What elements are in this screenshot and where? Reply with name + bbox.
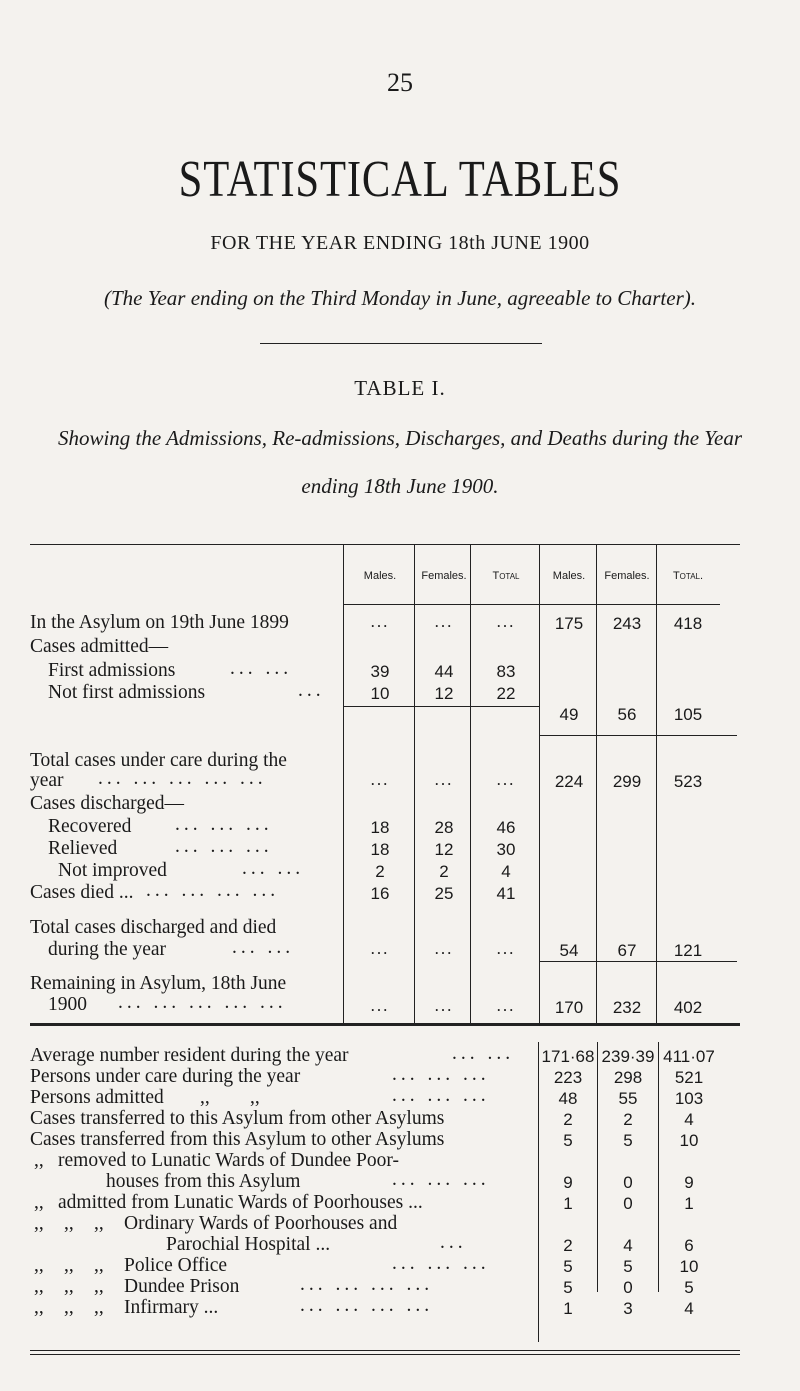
- row-label: Remaining in Asylum, 18th June: [30, 973, 287, 994]
- ditto-mark: ,,: [34, 1150, 44, 1171]
- cell: 25: [434, 884, 454, 903]
- row-label: Cases transferred to this Asylum from other Asylums: [30, 1108, 445, 1129]
- cell: 121: [673, 941, 703, 960]
- cell: 418: [673, 614, 703, 633]
- cell: 16: [370, 884, 390, 903]
- dot-leader: ...: [440, 1232, 467, 1253]
- row-label: Parochial Hospital ...: [166, 1234, 331, 1255]
- ditto-mark: ,,: [34, 1297, 44, 1318]
- cell: 170: [554, 998, 584, 1017]
- ditto-mark: ,,: [94, 1297, 104, 1318]
- cell: 2: [375, 862, 385, 881]
- ditto-mark: ,,: [34, 1255, 44, 1276]
- cell: 2: [563, 1110, 573, 1129]
- page-title: STATISTICAL TABLES: [178, 151, 622, 208]
- dot-leader: ... ... ... ... ...: [98, 768, 267, 789]
- cell: 56: [617, 705, 637, 724]
- row-label: Total cases discharged and died: [30, 917, 277, 938]
- ditto-mark: ,,: [64, 1213, 74, 1234]
- cell: 9: [684, 1173, 694, 1192]
- col-header-females: Females.: [421, 570, 467, 582]
- dot-leader: ... ... ... ...: [146, 880, 280, 901]
- cell: 521: [674, 1068, 704, 1087]
- cell: 5: [563, 1278, 573, 1297]
- cell: 9: [563, 1173, 573, 1192]
- ditto-mark: ,,: [64, 1276, 74, 1297]
- cell: 67: [617, 941, 637, 960]
- cell: ...: [496, 770, 516, 789]
- cell: 0: [623, 1278, 633, 1297]
- cell: 2: [623, 1110, 633, 1129]
- cell: 12: [434, 840, 454, 859]
- cell: 4: [623, 1236, 633, 1255]
- dot-leader: ... ... ...: [392, 1169, 490, 1190]
- row-label: Recovered: [48, 816, 132, 837]
- ditto-mark: ,,: [94, 1213, 104, 1234]
- col-header-females: Females.: [604, 570, 650, 582]
- cell: 298: [613, 1068, 643, 1087]
- cell: 5: [563, 1257, 573, 1276]
- row-label: admitted from Lunatic Wards of Poorhouses ...: [58, 1192, 423, 1213]
- ditto-mark: ,,: [34, 1192, 44, 1213]
- col-header-total: Total: [492, 570, 520, 582]
- dot-leader: ... ... ... ...: [300, 1274, 434, 1295]
- ditto-mark: ,,: [250, 1087, 260, 1108]
- cell: 44: [434, 662, 454, 681]
- cell: 175: [554, 614, 584, 633]
- cell: ...: [434, 939, 454, 958]
- table-description-line2: ending 18th June 1900.: [301, 474, 499, 498]
- cell: 239·39: [601, 1047, 655, 1066]
- dot-leader: ... ...: [230, 658, 293, 679]
- header-rule: [343, 604, 540, 605]
- divider: [260, 343, 542, 344]
- subtotal-rule: [343, 706, 540, 707]
- row-label: 1900: [48, 994, 87, 1015]
- charter-note: (The Year ending on the Third Monday in June, agreeable to Charter).: [103, 286, 697, 310]
- cell: 46: [496, 818, 516, 837]
- cell: 0: [623, 1173, 633, 1192]
- row-label: Police Office: [124, 1255, 228, 1276]
- ditto-mark: ,,: [34, 1213, 44, 1234]
- ditto-mark: ,,: [64, 1297, 74, 1318]
- cell: 5: [623, 1131, 633, 1150]
- row-label: houses from this Asylum: [106, 1171, 301, 1192]
- subtotal-rule: [539, 735, 737, 736]
- cell: 0: [623, 1194, 633, 1213]
- cell: 4: [684, 1110, 694, 1129]
- cell: 1: [563, 1194, 573, 1213]
- cell: ...: [370, 939, 390, 958]
- row-label: Cases transferred from this Asylum to other Asylums: [30, 1129, 445, 1150]
- table-bottom-rule: [30, 1354, 740, 1355]
- cell: ...: [434, 770, 454, 789]
- cell: 18: [370, 840, 390, 859]
- cell: 54: [559, 941, 579, 960]
- cell: 48: [558, 1089, 578, 1108]
- col-header-males: Males.: [552, 570, 586, 582]
- cell: 10: [679, 1257, 699, 1276]
- cell: 1: [563, 1299, 573, 1318]
- cell: 299: [612, 772, 642, 791]
- cell: 1: [684, 1194, 694, 1213]
- row-label: Average number resident during the year: [30, 1045, 349, 1066]
- row-label: Cases died ...: [30, 882, 134, 903]
- cell: ...: [370, 996, 390, 1015]
- table-top-rule: [30, 544, 740, 545]
- row-label: Cases admitted—: [30, 636, 169, 657]
- cell: 103: [674, 1089, 704, 1108]
- table-heading: TABLE I.: [354, 376, 446, 400]
- table-bottom-rule: [30, 1023, 740, 1026]
- cell: 523: [673, 772, 703, 791]
- cell: 10: [370, 684, 390, 703]
- cell: ...: [434, 996, 454, 1015]
- cell: 411·07: [663, 1047, 715, 1066]
- cell: ...: [496, 939, 516, 958]
- cell: 2: [563, 1236, 573, 1255]
- row-label: Ordinary Wards of Poorhouses and: [124, 1213, 398, 1234]
- cell: 12: [434, 684, 454, 703]
- cell: 232: [612, 998, 642, 1017]
- ditto-mark: ,,: [94, 1255, 104, 1276]
- row-label: Relieved: [48, 838, 118, 859]
- row-label: First admissions: [48, 660, 176, 681]
- dot-leader: ... ... ... ... ...: [118, 992, 287, 1013]
- header-rule: [539, 604, 720, 605]
- cell: 402: [673, 998, 703, 1017]
- cell: ...: [370, 612, 390, 631]
- dot-leader: ... ...: [242, 858, 305, 879]
- row-label: Persons under care during the year: [30, 1066, 301, 1087]
- ditto-mark: ,,: [94, 1276, 104, 1297]
- dot-leader: ...: [298, 680, 325, 701]
- page-subtitle: FOR THE YEAR ENDING 18th JUNE 1900: [210, 232, 590, 254]
- dot-leader: ... ... ...: [392, 1085, 490, 1106]
- table-bottom-rule: [30, 1350, 740, 1351]
- cell: ...: [496, 996, 516, 1015]
- cell: 171·68: [541, 1047, 595, 1066]
- cell: 5: [563, 1131, 573, 1150]
- cell: 105: [673, 705, 703, 724]
- dot-leader: ... ... ...: [175, 836, 273, 857]
- cell: 30: [496, 840, 516, 859]
- row-label: In the Asylum on 19th June 1899: [30, 612, 289, 633]
- cell: 5: [623, 1257, 633, 1276]
- cell: 223: [553, 1068, 583, 1087]
- ditto-mark: ,,: [200, 1087, 210, 1108]
- dot-leader: ... ...: [232, 937, 295, 958]
- cell: 5: [684, 1278, 694, 1297]
- cell: 243: [612, 614, 642, 633]
- row-label: Total cases under care during the: [30, 750, 287, 771]
- row-label: Not improved: [58, 860, 167, 881]
- cell: 4: [501, 862, 511, 881]
- dot-leader: ... ... ...: [392, 1064, 490, 1085]
- cell: 41: [496, 884, 516, 903]
- cell: 6: [684, 1236, 694, 1255]
- cell: 22: [496, 684, 516, 703]
- row-label: Persons admitted: [30, 1087, 164, 1108]
- row-label: during the year: [48, 939, 167, 960]
- cell: 28: [434, 818, 454, 837]
- row-label: Not first admissions: [48, 682, 206, 703]
- row-label: Cases discharged—: [30, 793, 184, 814]
- dot-leader: ... ... ... ...: [300, 1295, 434, 1316]
- col-header-males: Males.: [363, 570, 397, 582]
- cell: ...: [434, 612, 454, 631]
- page-number: 25: [387, 68, 413, 97]
- cell: 4: [684, 1299, 694, 1318]
- dot-leader: ... ...: [452, 1043, 515, 1064]
- dot-leader: ... ... ...: [175, 814, 273, 835]
- cell: 83: [496, 662, 516, 681]
- table-description-line1: Showing the Admissions, Re-admissions, Discharges, and Deaths during the Year: [57, 426, 743, 450]
- col-header-total: Total.: [672, 570, 704, 582]
- subtotal-rule: [539, 961, 737, 962]
- cell: 49: [559, 705, 579, 724]
- cell: 55: [618, 1089, 638, 1108]
- row-label: Infirmary ...: [124, 1297, 219, 1318]
- cell: 2: [439, 862, 449, 881]
- cell: 10: [679, 1131, 699, 1150]
- row-label: removed to Lunatic Wards of Dundee Poor-: [58, 1150, 400, 1171]
- ditto-mark: ,,: [34, 1276, 44, 1297]
- cell: 3: [623, 1299, 633, 1318]
- cell: 224: [554, 772, 584, 791]
- cell: ...: [496, 612, 516, 631]
- ditto-mark: ,,: [64, 1255, 74, 1276]
- cell: 18: [370, 818, 390, 837]
- cell: ...: [370, 770, 390, 789]
- row-label: year: [30, 770, 64, 791]
- dot-leader: ... ... ...: [392, 1253, 490, 1274]
- row-label: Dundee Prison: [124, 1276, 240, 1297]
- cell: 39: [370, 662, 390, 681]
